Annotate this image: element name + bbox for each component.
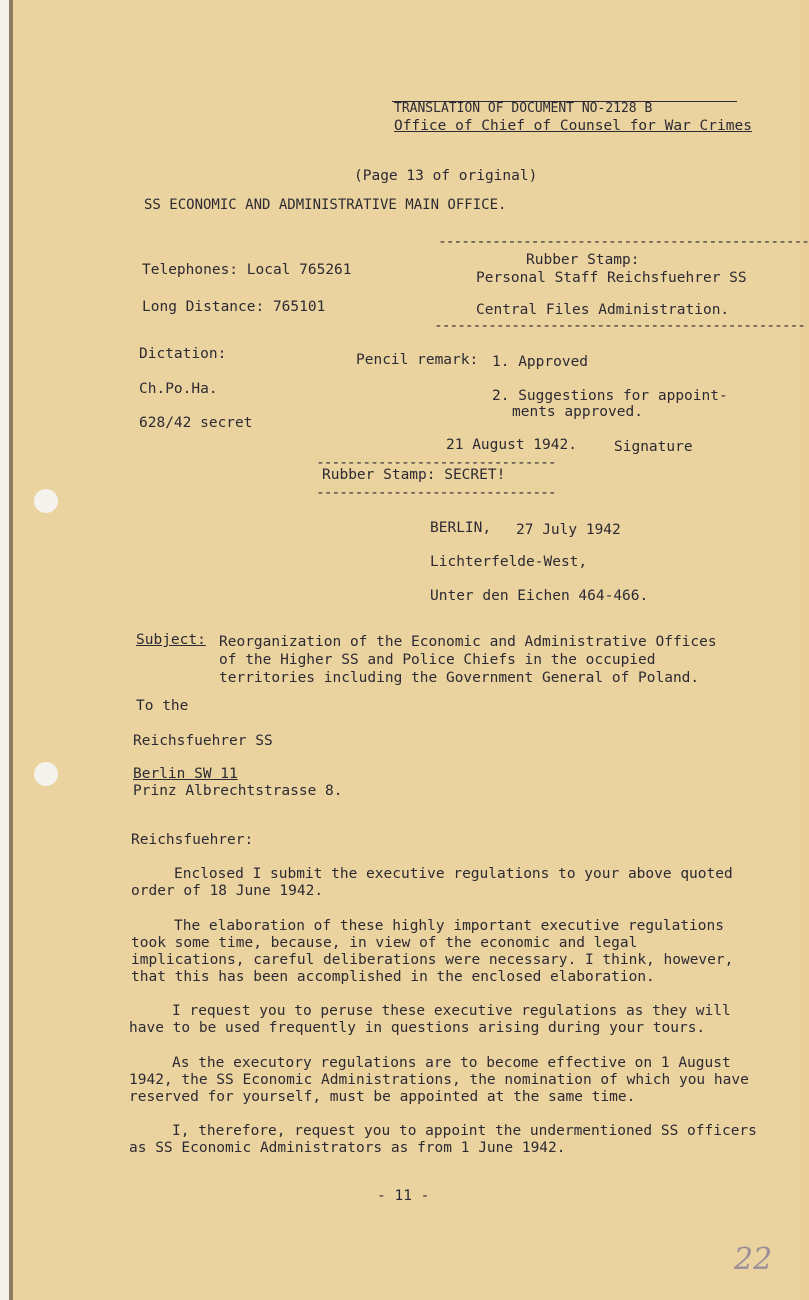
approval-date: 21 August 1942. (446, 437, 577, 453)
issuing-office: SS ECONOMIC AND ADMINISTRATIVE MAIN OFFICE. (144, 197, 507, 213)
stamp-line: Rubber Stamp: (526, 252, 640, 268)
telephone-local: Telephones: Local 765261 (142, 262, 352, 278)
punch-hole (34, 762, 58, 786)
letter-date: 27 July 1942 (516, 522, 621, 538)
place-city: BERLIN, (430, 520, 492, 536)
body-line: took some time, because, in view of the economic and legal (131, 935, 638, 951)
salutation: Reichsfuehrer: (131, 832, 254, 848)
body-line: Enclosed I submit the executive regulations to your above quoted (174, 866, 733, 882)
pencil-remark-item: 1. Approved (492, 354, 589, 370)
pencil-remark-label: Pencil remark: (356, 352, 479, 368)
page-reference: (Page 13 of original) (354, 168, 538, 184)
reference-number: 628/42 secret (139, 415, 253, 431)
dictation-label: Dictation: (139, 346, 227, 362)
reference-code: Ch.Po.Ha. (139, 381, 218, 397)
body-line: 1942, the SS Economic Administrations, the nomination of which you have (129, 1072, 749, 1088)
body-line: as SS Economic Administrators as from 1 June 1942. (129, 1140, 566, 1156)
body-line: reserved for yourself, must be appointed at the same time. (129, 1089, 636, 1105)
pencil-remark-item: 2. Suggestions for appoint- (492, 388, 728, 404)
dashed-rule: ------------------------------------------------ (438, 234, 809, 250)
subject-text: territories including the Government General of Poland. (219, 670, 700, 686)
paper-edge-shadow (9, 0, 13, 1300)
dashed-rule: ------------------------------- (316, 455, 556, 471)
addressee-line: To the (136, 698, 189, 714)
addressee-street: Prinz Albrechtstrasse 8. (133, 783, 343, 799)
addressee-city: Berlin SW 11 (133, 766, 238, 782)
body-line: have to be used frequently in questions arising during your tours. (129, 1020, 706, 1036)
addressee-name: Reichsfuehrer SS (133, 733, 273, 749)
pencil-remark-item: ments approved. (512, 404, 643, 420)
body-line: As the executory regulations are to become effective on 1 August (172, 1055, 731, 1071)
dashed-rule: ------------------------------------------------ (434, 318, 806, 334)
stamp-line: Personal Staff Reichsfuehrer SS (476, 270, 747, 286)
subject-text: of the Higher SS and Police Chiefs in the occupied (219, 652, 656, 668)
punch-hole (34, 489, 58, 513)
body-line: order of 18 June 1942. (131, 883, 324, 899)
dashed-rule: ------------------------------- (316, 485, 556, 501)
document-number: TRANSLATION OF DOCUMENT NO-2128 B (394, 101, 653, 116)
subject-label: Subject: (136, 632, 206, 648)
subject-text: Reorganization of the Economic and Administrative Offices (219, 634, 717, 650)
secret-stamp: Rubber Stamp: SECRET! (322, 467, 506, 483)
page-number: - 11 - (377, 1188, 430, 1204)
signature-label: Signature (614, 439, 693, 455)
handwritten-page-mark: 22 (734, 1242, 773, 1277)
body-line: The elaboration of these highly important executive regulations (174, 918, 724, 934)
place-district: Lichterfelde-West, (430, 554, 588, 570)
telephone-long-distance: Long Distance: 765101 (142, 299, 326, 315)
body-line: that this has been accomplished in the enclosed elaboration. (131, 969, 655, 985)
body-line: implications, careful deliberations were necessary. I think, however, (131, 952, 734, 968)
office-title: Office of Chief of Counsel for War Crimes (394, 118, 752, 134)
stamp-line: Central Files Administration. (476, 302, 730, 318)
place-street: Unter den Eichen 464-466. (430, 588, 649, 604)
body-line: I request you to peruse these executive regulations as they will (172, 1003, 731, 1019)
body-line: I, therefore, request you to appoint the undermentioned SS officers (172, 1123, 757, 1139)
paper-edge (0, 0, 9, 1300)
